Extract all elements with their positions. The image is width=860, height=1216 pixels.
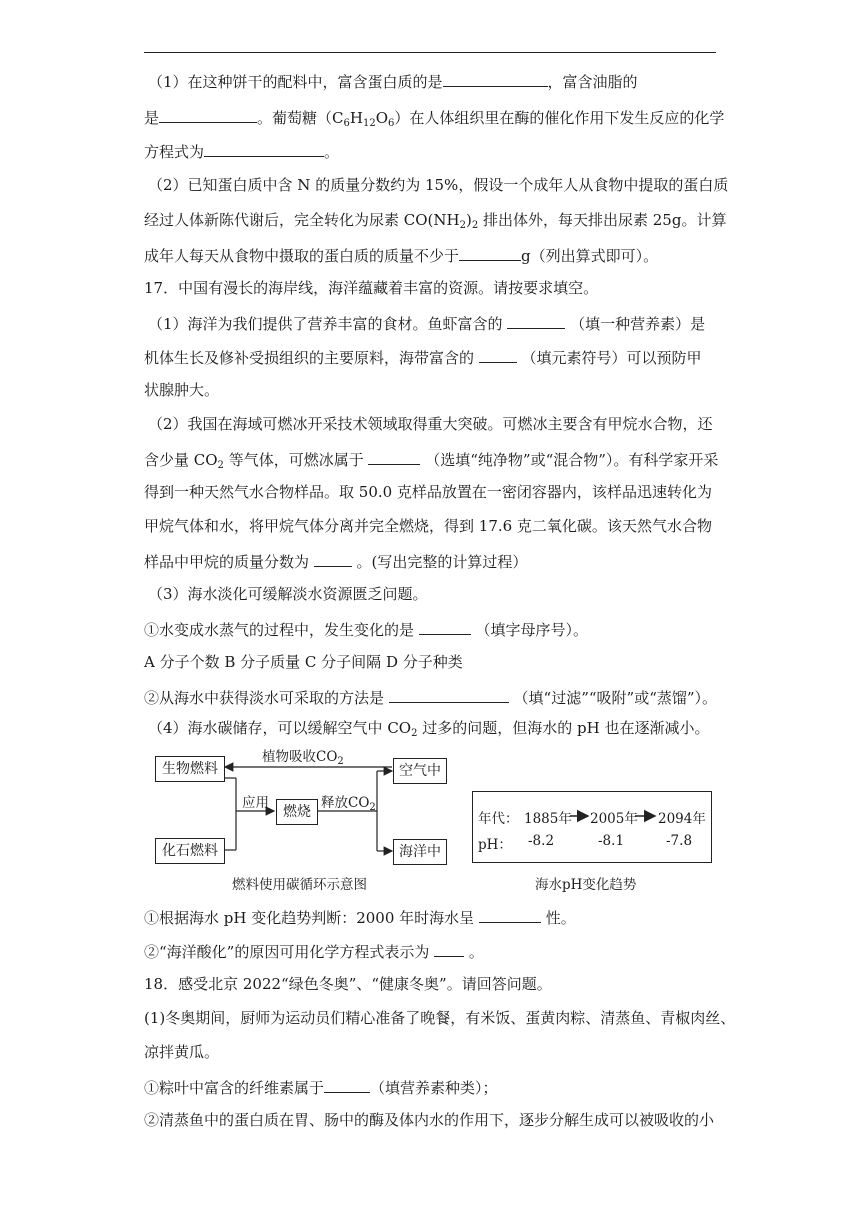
q17-s2-line-4: 甲烷气体和水，将甲烷气体分离并完全燃烧，得到 17.6 克二氧化碳。该天然气水合物	[144, 517, 712, 535]
ph-value-1885: -8.2	[528, 833, 555, 849]
q16-line-5: 经过人体新陈代谢后，完全转化为尿素 $CO(NH_2)_2$ 排出体外，每天排出尿素 25g。计算	[144, 211, 727, 231]
q17-s2-line-3: 得到一种天然气水合物样品。取 50.0 克样品放置在一密闭容器内，该样品迅速转化为	[144, 483, 712, 501]
q16-line-1: （1）在这种饼干的配料中，富含蛋白质的是 ，富含油脂的	[148, 70, 638, 92]
q16-line-3: 方程式为 。	[144, 140, 339, 162]
year-2005: 2005年	[590, 811, 638, 827]
answer-blank[interactable]	[479, 906, 541, 923]
ph-value-2005: -8.1	[598, 833, 625, 849]
fossil-fuel-box: 化石燃料	[155, 838, 225, 864]
q17-s1-line-2: 机体生长及修补受损组织的主要原料，海带富含的 （填元素符号）可以预防甲	[144, 346, 702, 368]
ocean-box: 海洋中	[393, 839, 447, 865]
q18-s1-q2: ②清蒸鱼中的蛋白质在胃、肠中的酶及体内水的作用下，逐步分解生成可以被吸收的小	[144, 1111, 715, 1129]
q17-s3-q1: ①水变成水蒸气的过程中，发生变化的是 （填字母序号）。	[144, 618, 588, 640]
release-label: 释放$CO_2$	[321, 795, 376, 813]
year-1885: 1885年	[524, 811, 572, 827]
ph-values-row: pH： -8.2 -8.1 -7.8	[478, 833, 693, 853]
q17-s1-line-3: 状腺肿大。	[144, 381, 220, 399]
use-label: 应用	[242, 795, 269, 811]
q18-s1-line-2: 凉拌黄瓜。	[144, 1043, 220, 1061]
bio-fuel-box: 生物燃料	[155, 756, 225, 782]
q16-line-4: （2）已知蛋白质中含 N 的质量分数约为 15%，假设一个成年人从食物中提取的蛋白质	[148, 176, 729, 194]
q17-title: 17．中国有漫长的海岸线，海洋蕴藏着丰富的资源。请按要求填空。	[144, 279, 599, 297]
q18-title: 18．感受北京 2022“绿色冬奥”、“健康冬奥”。请回答问题。	[144, 975, 552, 993]
q17-s4-q1: ①根据海水 pH 变化趋势判断：2000 年时海水呈 性。	[144, 906, 576, 928]
q17-s2-line-5: 样品中甲烷的质量分数为 。(写出完整的计算过程）	[144, 550, 527, 572]
q17-s4-title: （4）海水碳储存，可以缓解空气中 $CO_2$ 过多的问题，但海水的 pH 也在逐渐减小。	[148, 719, 710, 739]
q18-s1-line-1: (1)冬奥期间，厨师为运动员们精心准备了晚餐，有米饭、蛋黄肉粽、清蒸鱼、青椒肉丝、	[144, 1009, 736, 1027]
ph-years-row: 年代： 1885年 2005年 2094年	[478, 807, 519, 827]
air-box: 空气中	[393, 758, 447, 784]
ph-caption: 海水pH变化趋势	[535, 877, 637, 893]
diagram-caption: 燃料使用碳循环示意图	[232, 877, 367, 893]
q17-s2-line-1: （2）我国在海域可燃冰开采技术领域取得重大突破。可燃冰主要含有甲烷水合物，还	[148, 415, 713, 433]
q17-s3-q2: ②从海水中获得淡水可采取的方法是 （填“过滤”“吸附”或“蒸馏”）。	[144, 686, 717, 708]
answer-blank[interactable]	[434, 940, 464, 957]
plant-absorb-label: 植物吸收$CO_2$	[262, 749, 344, 767]
q17-s4-q2: ②“海洋酸化”的原因可用化学方程式表示为 。	[144, 940, 484, 962]
q16-line-6: 成年人每天从食物中摄取的蛋白质的质量不少于 g（列出算式即可）。	[144, 244, 658, 266]
q16-line-2: 是 。葡萄糖$(C_6H_{12}O_6)$在人体组织里在酶的催化作用下发生反应的化学	[144, 106, 724, 128]
q17-s3-options: A 分子个数 B 分子质量 C 分子间隔 D 分子种类	[144, 653, 463, 671]
q17-s2-line-2: 含少量 $CO_2$ 等气体，可燃冰属于 （选填“纯净物”或“混合物”）。有科学家开采	[144, 448, 718, 470]
ph-value-2094: -7.8	[666, 833, 693, 849]
q17-s3-title: （3）海水淡化可缓解淡水资源匮乏问题。	[148, 585, 428, 603]
burn-box: 燃烧	[276, 799, 318, 825]
answer-blank[interactable]	[324, 1076, 370, 1093]
q17-s1-line-1: （1）海洋为我们提供了营养丰富的食材。鱼虾富含的 （填一种营养素）是	[148, 312, 705, 334]
year-2094: 2094年	[658, 811, 706, 827]
q18-s1-q1: ①粽叶中富含的纤维素属于 （填营养素种类）；	[144, 1076, 498, 1098]
